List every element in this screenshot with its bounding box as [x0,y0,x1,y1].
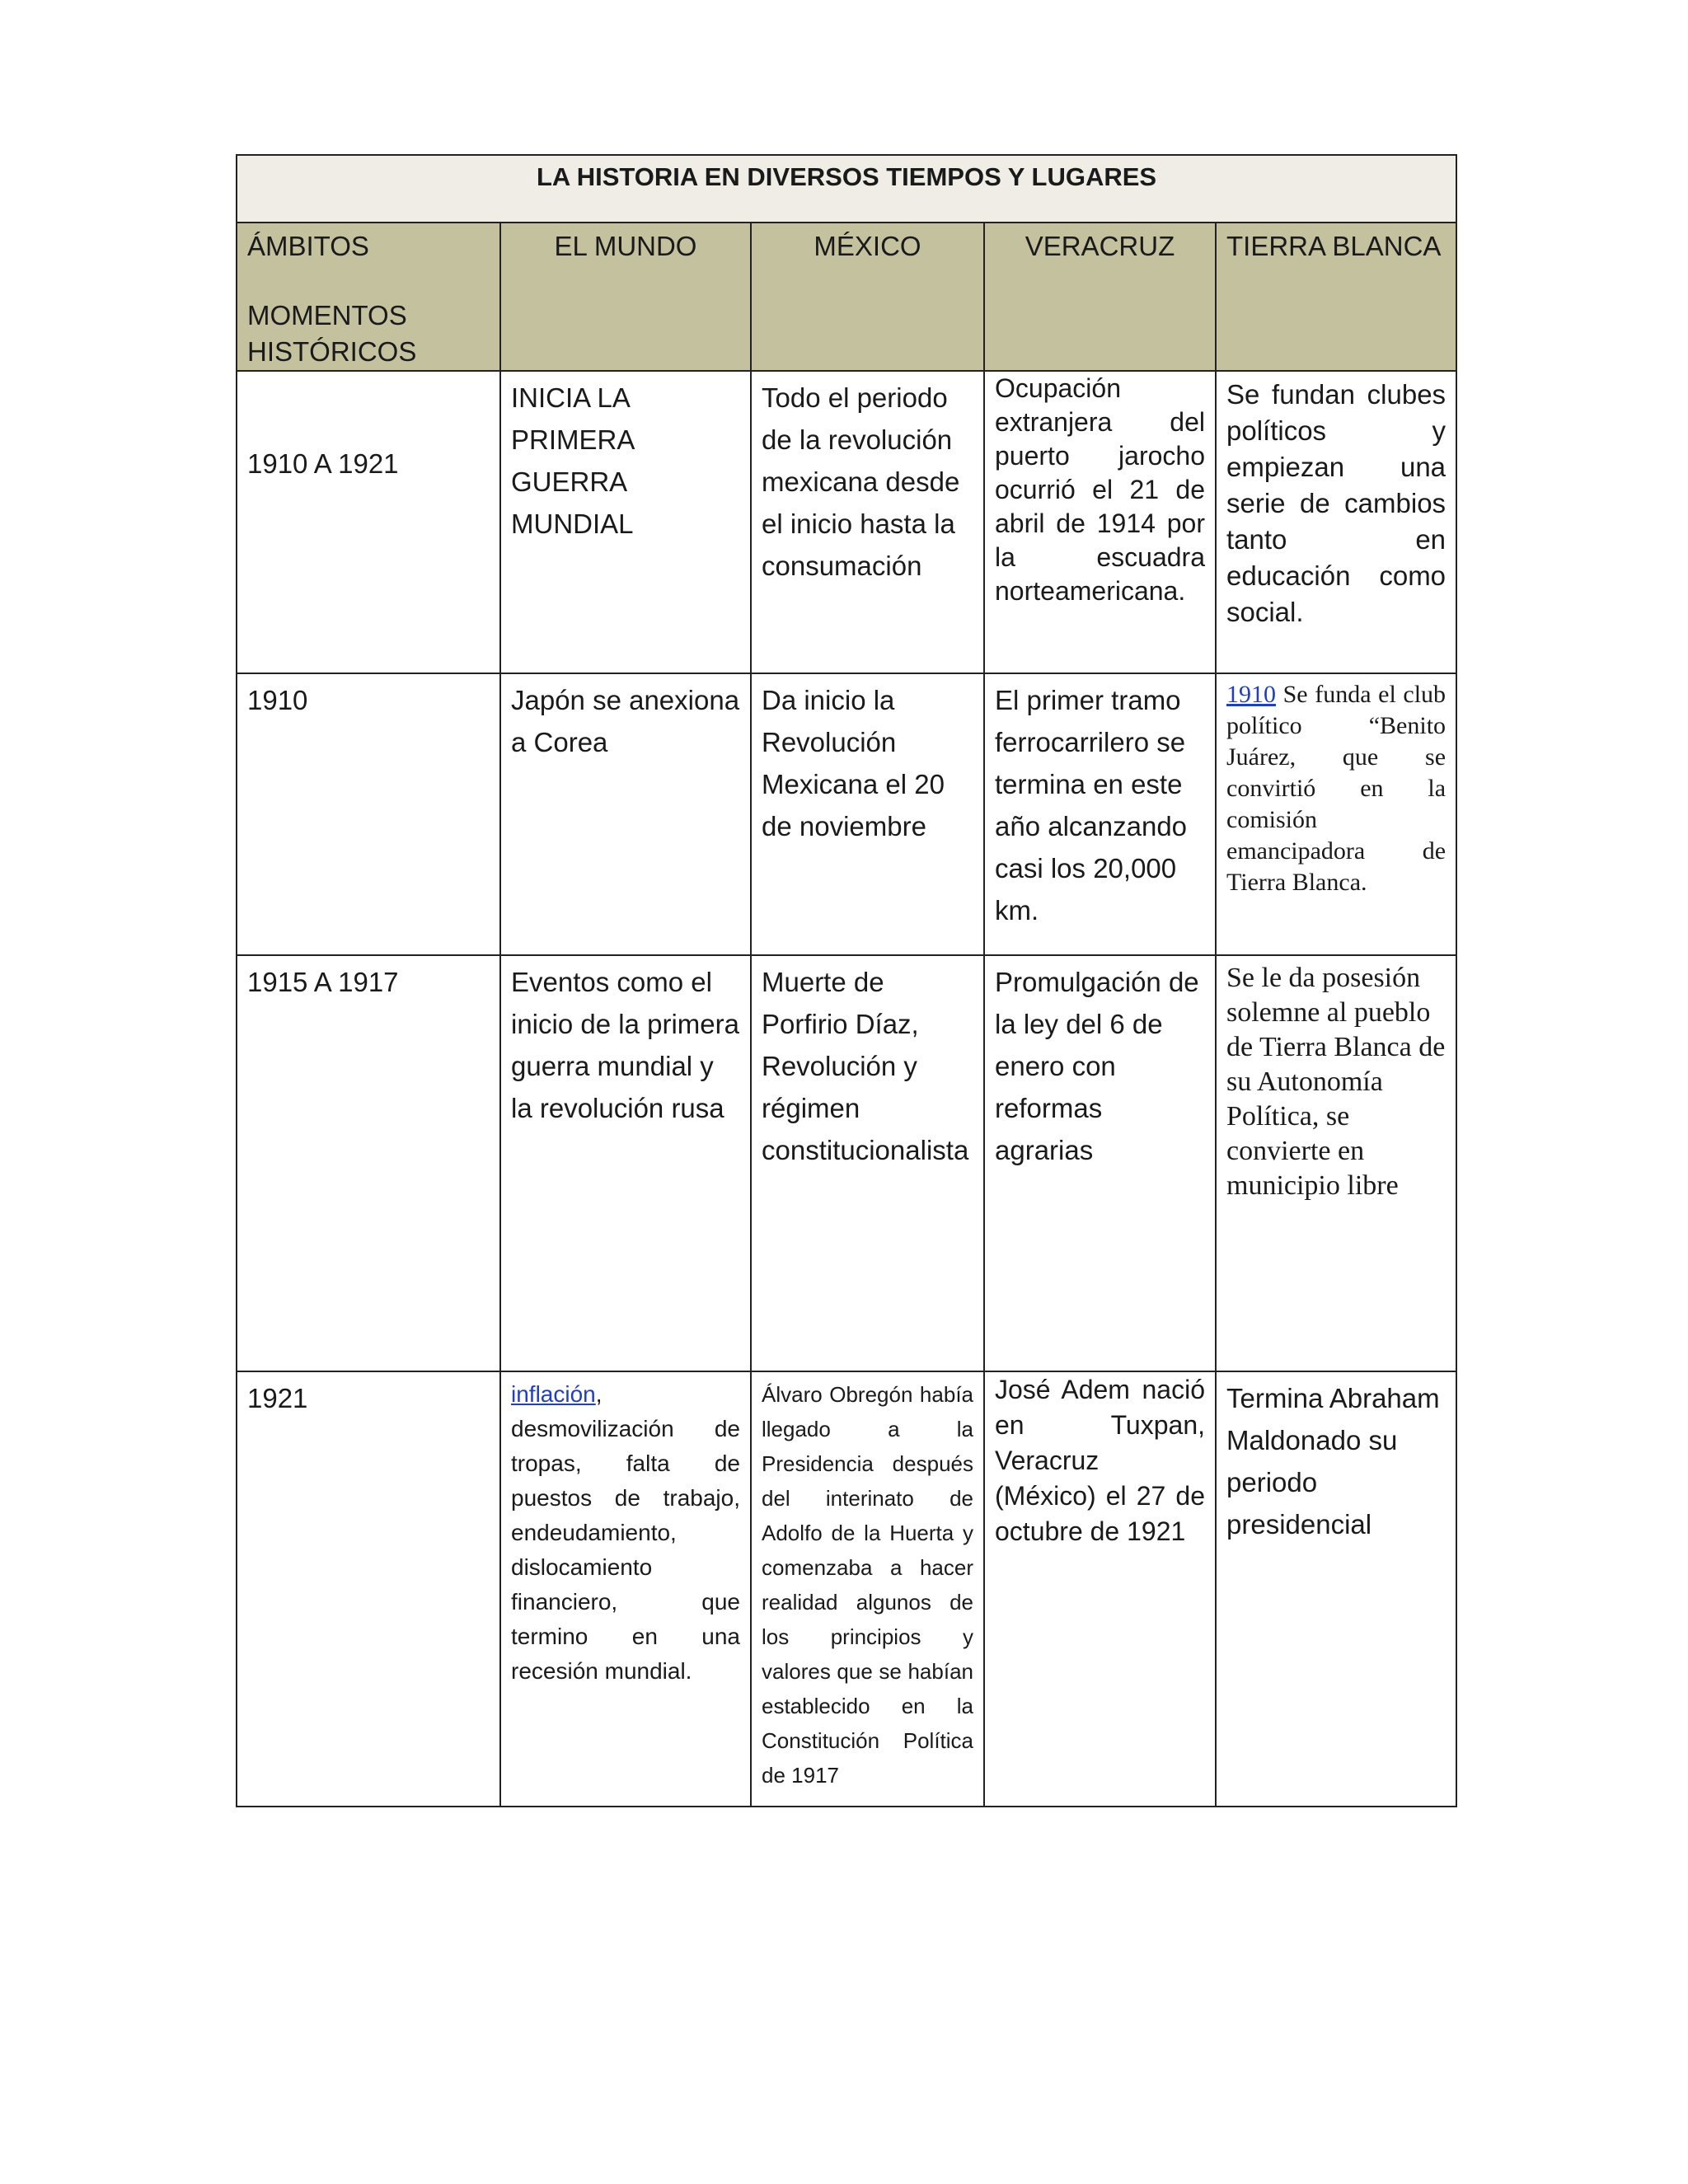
header-momentos: MOMENTOS HISTÓRICOS [247,300,417,367]
veracruz-cell: Promulgación de la ley del 6 de enero con reformas agrarias [984,955,1216,1371]
inflacion-link[interactable]: inflación [511,1381,596,1407]
mexico-cell: Da inicio la Revolución Mexicana el 20 de noviembre [751,673,984,955]
table-row [237,673,1456,955]
header-veracruz: VERACRUZ [984,223,1216,371]
header-mexico: MÉXICO [751,223,984,371]
header-row [237,223,1456,371]
year-link[interactable]: 1910 [1226,681,1276,708]
period-cell: 1921 [237,1371,500,1807]
history-table [236,154,1457,1807]
period-cell: 1910 [237,673,500,955]
title-row [237,155,1456,223]
mundo-cell: INICIA LA PRIMERA GUERRA MUNDIAL [500,371,751,673]
tierra-blanca-cell: Termina Abraham Maldonado su periodo presidencial [1216,1371,1456,1807]
mexico-cell: Álvaro Obregón había llegado a la Presidencia después del interinato de Adolfo de la Huerta y comenzaba a hacer realidad algunos de los principios y valores que se habían establecido en la Constitución Política de 1917 [751,1371,984,1807]
header-mundo: EL MUNDO [500,223,751,371]
tierra-blanca-cell: Se fundan clubes políticos y empiezan una serie de cambios tanto en educación como social. [1216,371,1456,673]
period-cell [237,371,500,673]
mexico-cell: Todo el periodo de la revolución mexicana desde el inicio hasta la consumación [751,371,984,673]
header-tierra-blanca: TIERRA BLANCA [1216,223,1456,371]
table-row [237,371,1456,673]
table-row [237,1371,1456,1807]
veracruz-cell: El primer tramo ferrocarrilero se termina en este año alcanzando casi los 20,000 km. [984,673,1216,955]
period-cell: 1915 A 1917 [237,955,500,1371]
veracruz-cell: Ocupación extranjera del puerto jarocho ocurrió el 21 de abril de 1914 por la escuadra norteamericana. [984,371,1216,673]
table-row [237,955,1456,1371]
mundo-cell: Japón se anexiona a Corea [500,673,751,955]
period-label: 1910 A 1921 [247,448,399,479]
tierra-blanca-cell [1216,673,1456,955]
mundo-text: , desmovilización de tropas, falta de puestos de trabajo, endeudamiento, dislocamiento financiero, que termino en una recesión mundial. [511,1381,740,1684]
mundo-cell: Eventos como el inicio de la primera guerra mundial y la revolución rusa [500,955,751,1371]
tierra-blanca-text: Se funda el club político “Benito Juárez, que se convirtió en la comisión emancipadora de Tierra Blanca. [1226,681,1447,896]
mundo-cell [500,1371,751,1807]
tierra-blanca-cell: Se le da posesión solemne al pueblo de Tierra Blanca de su Autonomía Política, se convierte en municipio libre [1216,955,1456,1371]
header-ambitos: ÁMBITOS [247,231,369,261]
table-title: LA HISTORIA EN DIVERSOS TIEMPOS Y LUGARES [237,155,1456,223]
mexico-cell: Muerte de Porfirio Díaz, Revolución y régimen constitucionalista [751,955,984,1371]
veracruz-cell: José Adem nació en Tuxpan, Veracruz (México) el 27 de octubre de 1921 [984,1371,1216,1807]
header-ambitos-momentos [237,223,500,371]
